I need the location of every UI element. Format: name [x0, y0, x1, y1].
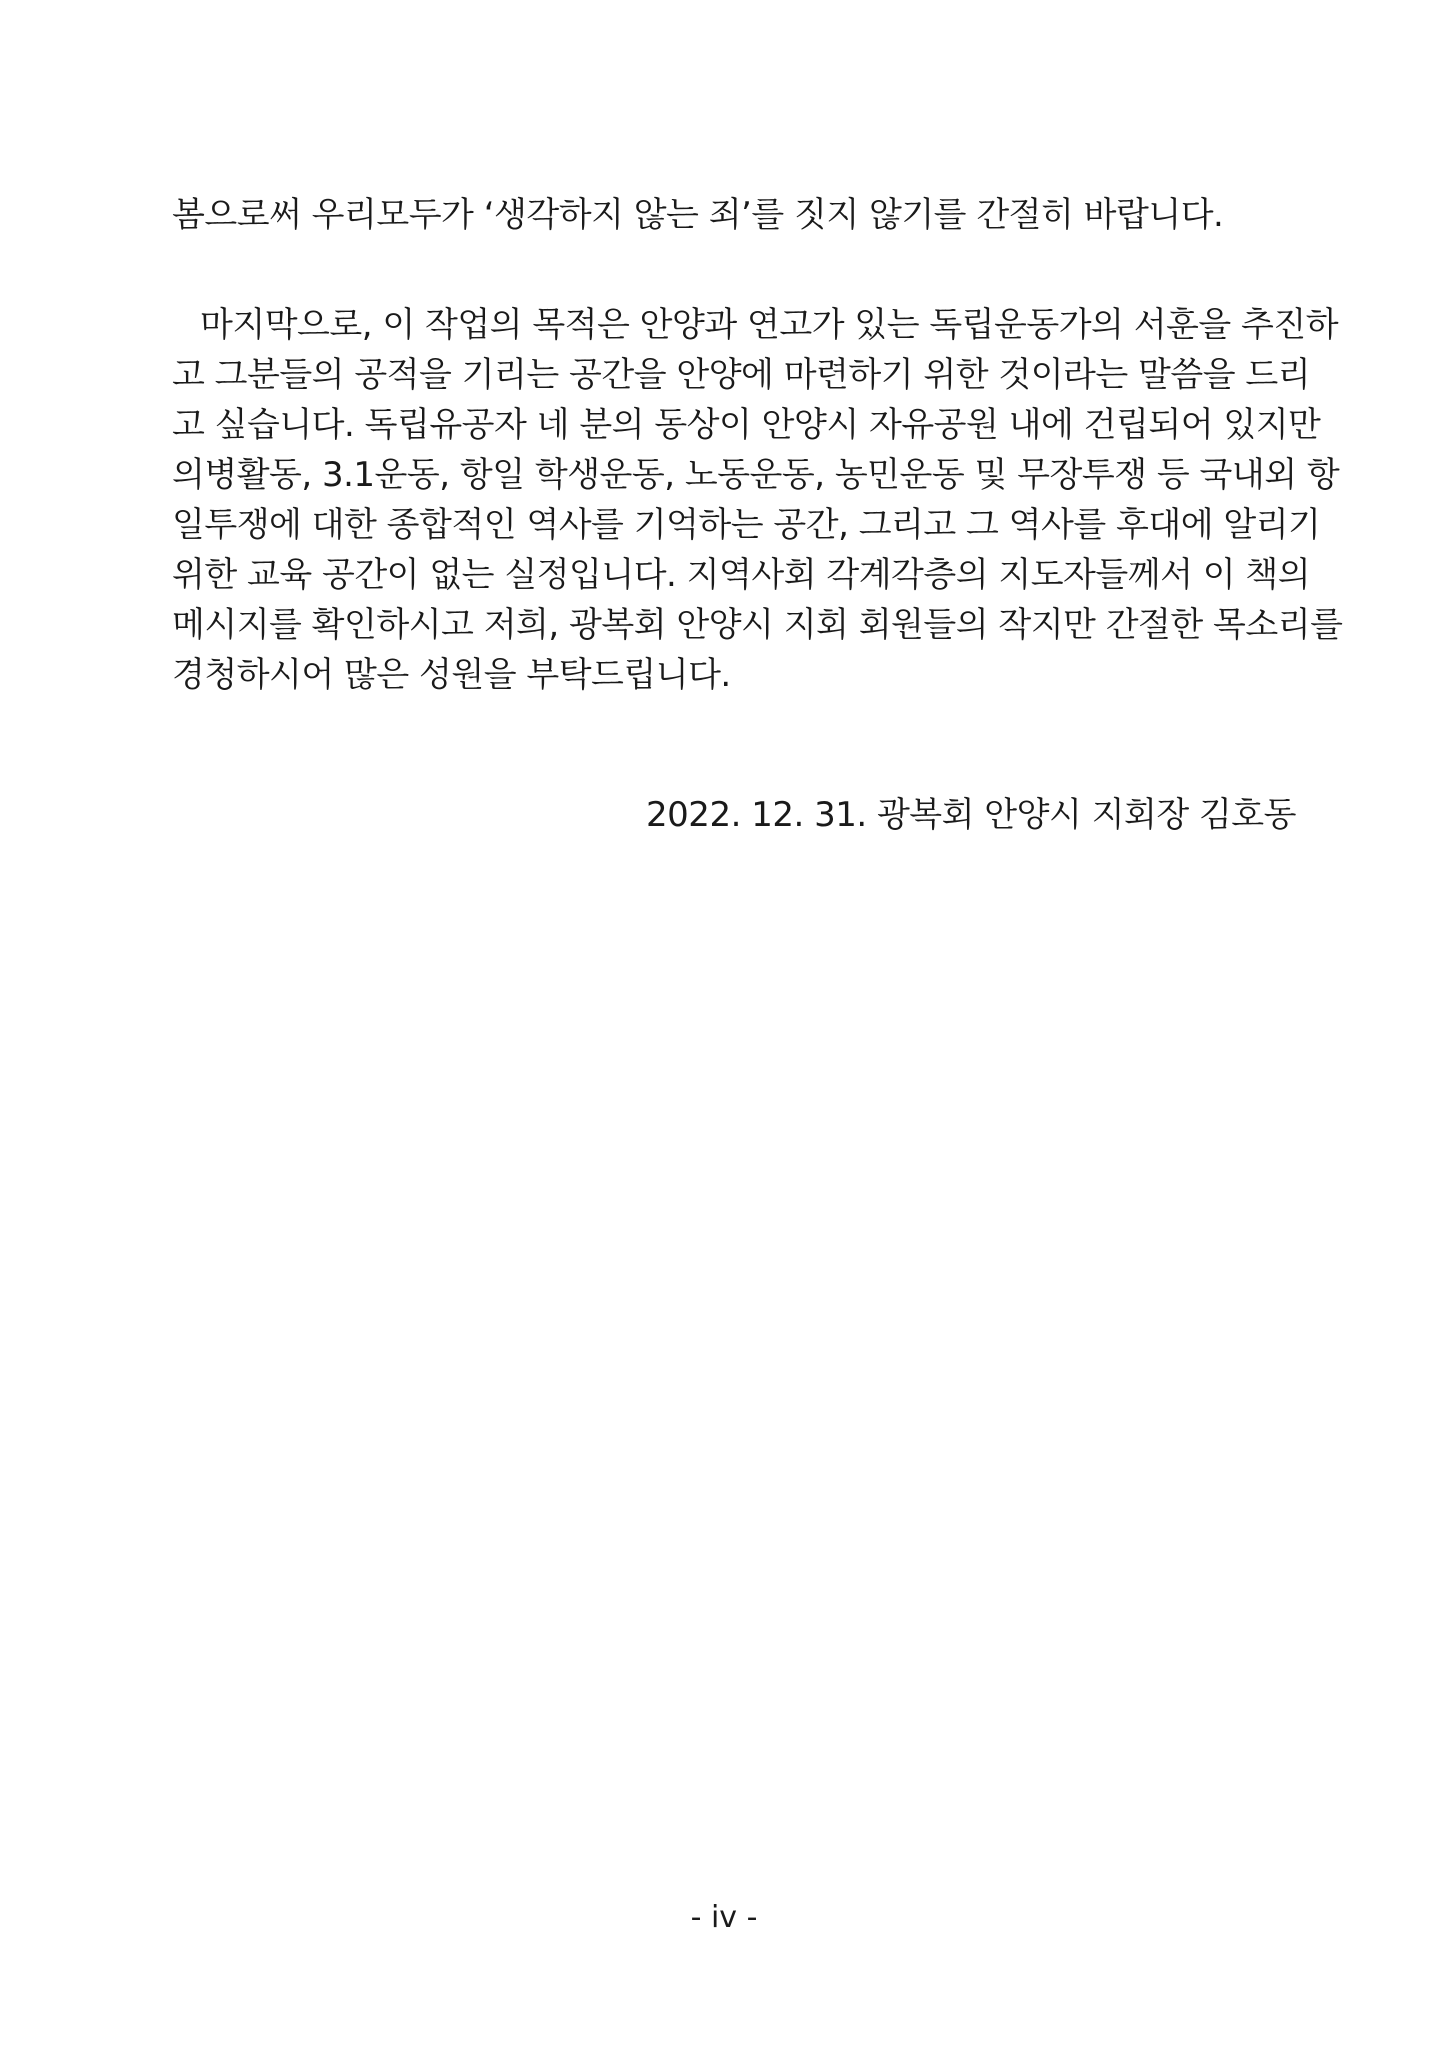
paragraph-line: 고 그분들의 공적을 기리는 공간을 안양에 마련하기 위한 것이라는 말씀을 드리	[172, 355, 1311, 395]
paragraph-line: 마지막으로, 이 작업의 목적은 안양과 연고가 있는 독립운동가의 서훈을 추진하	[200, 305, 1339, 345]
paragraph-line: 경청하시어 많은 성원을 부탁드립니다.	[172, 655, 731, 695]
paragraph-2	[172, 300, 1343, 700]
signature-line: 2022. 12. 31. 광복회 안양시 지회장 김호동	[646, 795, 1296, 835]
paragraph-line: 의병활동, 3.1운동, 항일 학생운동, 노동운동, 농민운동 및 무장투쟁 등 국내외 항	[172, 455, 1340, 495]
paragraph-line: 메시지를 확인하시고 저희, 광복회 안양시 지회 회원들의 작지만 간절한 목소리를	[172, 605, 1343, 645]
paragraph-1	[172, 190, 1296, 240]
paragraph-line: 일투쟁에 대한 종합적인 역사를 기억하는 공간, 그리고 그 역사를 후대에 알리기	[172, 505, 1321, 545]
paragraph-line: 위한 교육 공간이 없는 실정입니다. 지역사회 각계각층의 지도자들께서 이 책의	[172, 555, 1311, 595]
paragraph-line: 봄으로써 우리모두가 ‘생각하지 않는 죄’를 짓지 않기를 간절히 바랍니다.	[172, 195, 1224, 235]
paragraph-line: 고 싶습니다. 독립유공자 네 분의 동상이 안양시 자유공원 내에 건립되어 있지만	[172, 405, 1321, 445]
page-number: - iv -	[690, 1900, 758, 1935]
